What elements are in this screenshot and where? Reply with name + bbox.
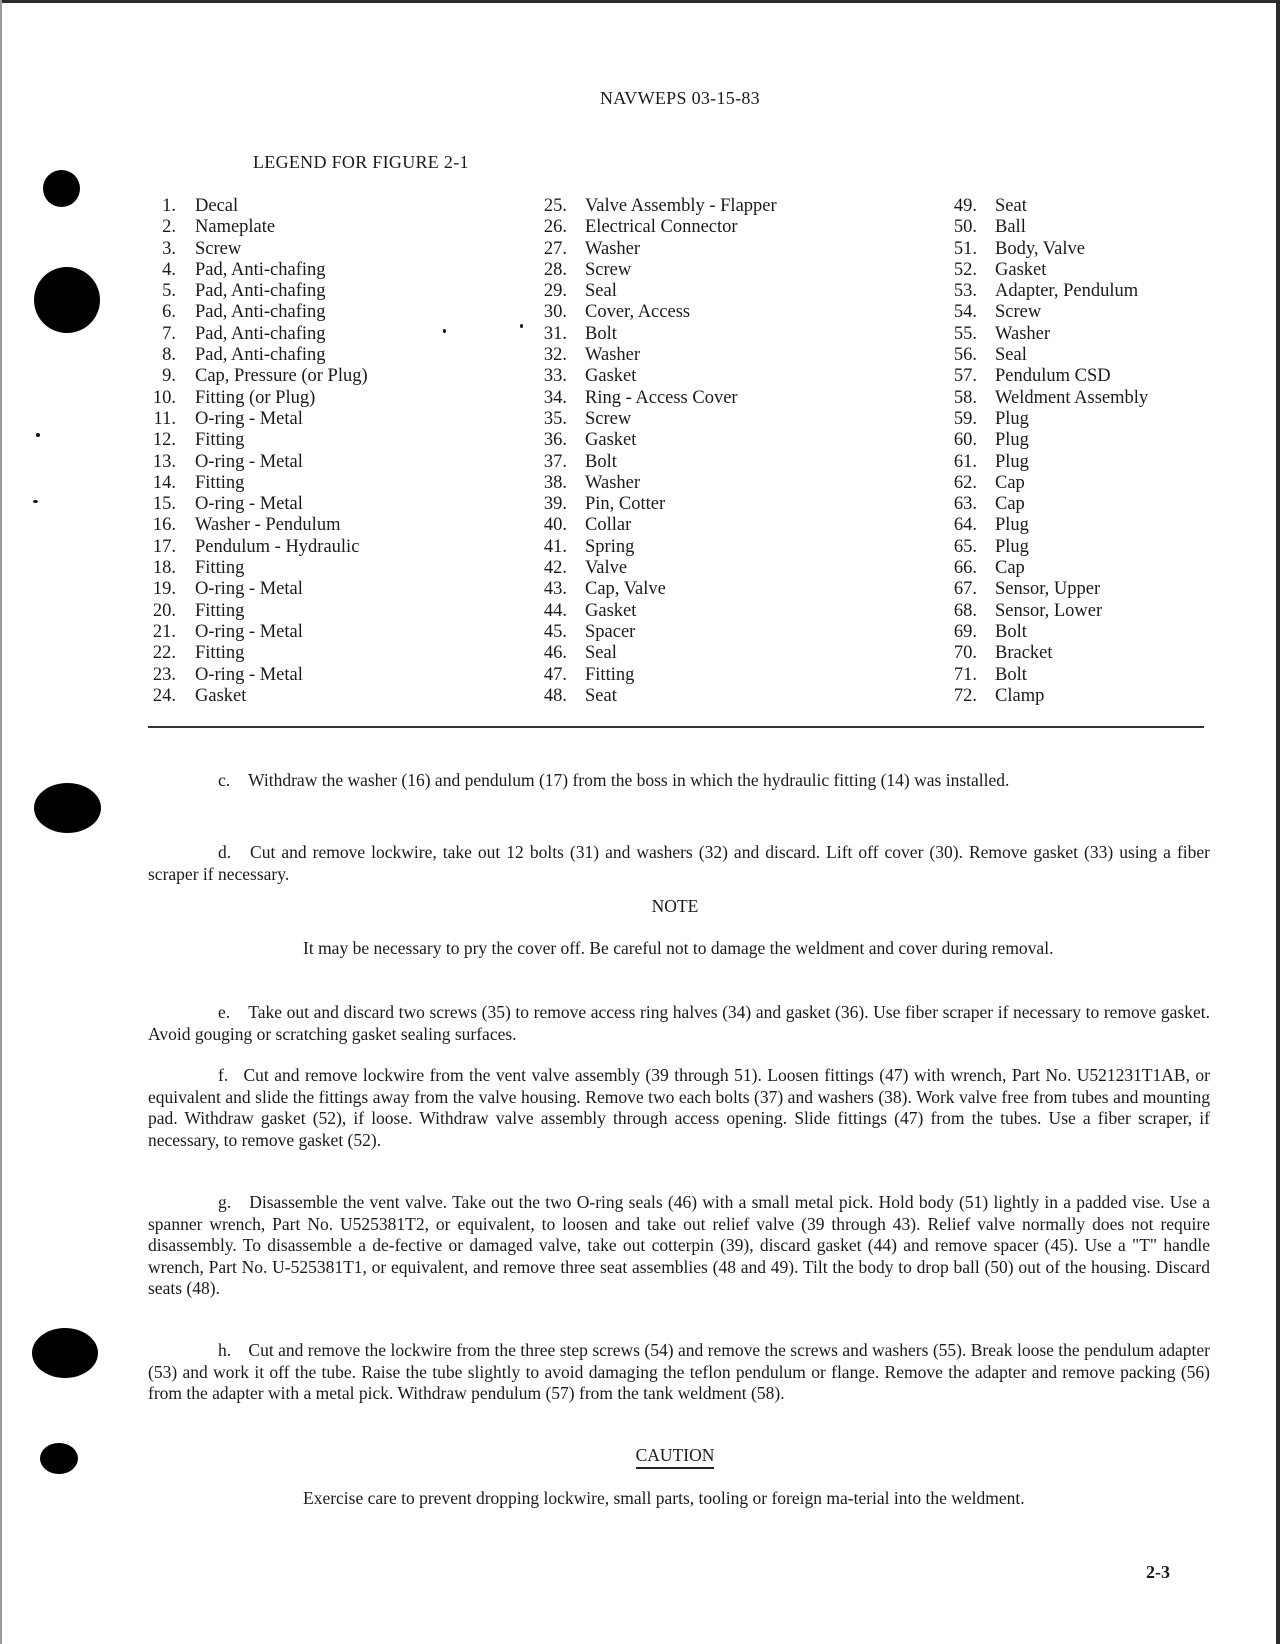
legend-item (140, 515, 368, 536)
legend-item (527, 665, 777, 686)
legend-item-label: Plug (995, 536, 1029, 557)
step-label: g. (218, 1192, 232, 1212)
legend-item (937, 260, 1148, 281)
legend-item-label: Pad, Anti-chafing (195, 323, 326, 344)
legend-item-label: Cap (995, 558, 1025, 579)
legend-item (937, 515, 1148, 536)
legend-item-number: 64. (953, 515, 977, 536)
legend-item-label: Gasket (995, 259, 1047, 280)
step-e (148, 1002, 1210, 1045)
legend-item-label: Seat (995, 196, 1027, 216)
legend-item-number: 32. (543, 345, 567, 366)
legend-item (140, 665, 368, 686)
legend-item (140, 452, 368, 473)
legend-item (937, 473, 1148, 494)
caution-heading (0, 1445, 1280, 1466)
legend-item-number: 68. (953, 600, 977, 621)
punch-hole-4 (32, 1328, 98, 1378)
legend-item-label: Seal (995, 345, 1027, 366)
legend-item-number: 42. (543, 558, 567, 579)
legend-item (937, 196, 1148, 217)
legend-item-number: 56. (953, 345, 977, 366)
legend-item-label: Pad, Anti-chafing (195, 302, 326, 323)
legend-item (527, 239, 777, 260)
note-heading: NOTE (651, 896, 699, 916)
legend-item-label: Gasket (195, 685, 247, 706)
legend-item-label: Cap, Pressure (or Plug) (195, 366, 368, 387)
legend-item-number: 10. (152, 387, 176, 408)
step-text: Cut and remove the lockwire from the three step screws (54) and remove the screws and washers (55). Break loose the pendulum adapter (53) and work it off the tube. Raise the tube slightly to avoid damaging the teflon pendulum or flange. Remove the adapter and remove packing (56) from the adapter with a metal pick. Withdraw pendulum (57) from the tank weldment (58). (148, 1340, 1211, 1403)
legend-item-label: O-ring - Metal (195, 579, 303, 600)
legend-item (140, 217, 368, 238)
legend-item (937, 622, 1148, 643)
legend-item (937, 665, 1148, 686)
legend-item-label: Body, Valve (995, 238, 1085, 259)
legend-item-label: Adapter, Pendulum (995, 281, 1139, 302)
legend-item-label: Screw (585, 259, 632, 280)
legend-item (140, 345, 368, 366)
legend-item (527, 409, 777, 430)
legend-item (937, 558, 1148, 579)
scan-speck (443, 329, 446, 333)
legend-item-number: 18. (152, 558, 176, 579)
legend-item-label: O-ring - Metal (195, 408, 303, 429)
legend-item-number: 37. (543, 451, 567, 472)
legend-item-number: 65. (953, 536, 977, 557)
legend-item (527, 345, 777, 366)
legend-item-label: Sensor, Lower (995, 600, 1103, 621)
legend-item-number: 40. (543, 515, 567, 536)
legend-item (140, 196, 368, 217)
legend-item-number: 70. (953, 643, 977, 664)
legend-item-label: Collar (585, 515, 632, 536)
legend-item (527, 302, 777, 323)
legend-item-number: 43. (543, 579, 567, 600)
step-h (148, 1340, 1210, 1405)
legend-item-label: Valve (585, 558, 628, 579)
legend-item-number: 44. (543, 600, 567, 621)
legend-item (527, 601, 777, 622)
legend-item-label: Fitting (585, 664, 635, 685)
legend-item-number: 2. (162, 217, 176, 238)
legend-item-label: Pad, Anti-chafing (195, 345, 326, 366)
legend-item-label: O-ring - Metal (195, 494, 303, 515)
legend-item-number: 30. (543, 302, 567, 323)
legend-item-number: 28. (543, 259, 567, 280)
legend-item-number: 22. (152, 643, 176, 664)
legend-item-number: 41. (543, 536, 567, 557)
legend-item-label: Bracket (995, 643, 1053, 664)
legend-item-number: 45. (543, 621, 567, 642)
legend-item-number: 27. (543, 238, 567, 259)
legend-item-number: 24. (152, 685, 176, 706)
legend-item-number: 8. (162, 345, 176, 366)
legend-item (527, 515, 777, 536)
legend-item-label: Fitting (195, 600, 245, 621)
scan-speck (36, 433, 40, 437)
legend-item (937, 409, 1148, 430)
legend-item-number: 25. (543, 196, 567, 216)
legend-item (527, 452, 777, 473)
legend-item-label: Fitting (195, 430, 245, 451)
legend-item-label: Washer (585, 345, 641, 366)
step-text: Withdraw the washer (16) and pendulum (17) from the boss in which the hydraulic fitting (14) was installed. (248, 770, 1010, 790)
legend-item (937, 239, 1148, 260)
scan-speck (520, 324, 523, 328)
punch-hole-3 (34, 783, 101, 833)
legend-item-number: 72. (953, 685, 977, 706)
legend-column-1 (140, 196, 368, 707)
step-g (148, 1192, 1210, 1300)
legend-item-label: Fitting (195, 643, 245, 664)
legend-item-number: 47. (543, 664, 567, 685)
legend-column-2 (527, 196, 777, 707)
legend-item-number: 60. (953, 430, 977, 451)
legend-item (140, 239, 368, 260)
scan-edge-left (0, 0, 2, 1644)
legend-item (140, 601, 368, 622)
legend-item (140, 388, 368, 409)
punch-hole-1 (43, 170, 80, 207)
step-d (148, 842, 1210, 885)
legend-item (527, 324, 777, 345)
document-number: NAVWEPS 03-15-83 (600, 88, 760, 108)
legend-item (527, 260, 777, 281)
scan-edge-right (1276, 0, 1280, 1644)
legend-item-number: 50. (953, 217, 977, 238)
legend-item (527, 579, 777, 600)
legend-item-label: Bolt (995, 664, 1027, 685)
legend-item-label: O-ring - Metal (195, 621, 303, 642)
legend-item (937, 281, 1148, 302)
step-label: h. (218, 1340, 232, 1360)
legend-item-number: 33. (543, 366, 567, 387)
legend-item-number: 66. (953, 558, 977, 579)
legend-item (140, 622, 368, 643)
legend-item-label: Bolt (995, 621, 1027, 642)
legend-divider (148, 726, 1204, 728)
legend-item-number: 13. (152, 451, 176, 472)
legend-item (527, 281, 777, 302)
legend-item (140, 537, 368, 558)
legend-item-number: 20. (152, 600, 176, 621)
legend-item-label: Electrical Connector (585, 217, 738, 238)
legend-item-number: 21. (152, 621, 176, 642)
legend-item-number: 5. (162, 281, 176, 302)
legend-item-label: Plug (995, 515, 1029, 536)
legend-item (527, 622, 777, 643)
legend-item-label: Cap, Valve (585, 579, 666, 600)
legend-item-label: Washer (995, 323, 1051, 344)
legend-item-number: 6. (162, 302, 176, 323)
legend-item-label: Spring (585, 536, 635, 557)
legend-item-number: 58. (953, 387, 977, 408)
step-label: c. (218, 770, 231, 790)
legend-item-number: 67. (953, 579, 977, 600)
legend-item-label: Washer (585, 472, 641, 493)
legend-item-number: 23. (152, 664, 176, 685)
legend-item-number: 31. (543, 323, 567, 344)
legend-item (140, 302, 368, 323)
step-text: Take out and discard two screws (35) to remove access ring halves (34) and gasket (36). Use fiber scraper if necessary to remove gasket. Avoid gouging or scratching gasket sealing surfaces. (148, 1002, 1211, 1044)
legend-item-label: Fitting (or Plug) (195, 387, 316, 408)
legend-item-label: Pendulum - Hydraulic (195, 536, 360, 557)
legend-item (527, 643, 777, 664)
legend-item-label: Cover, Access (585, 302, 691, 323)
punch-hole-2 (34, 267, 100, 333)
legend-item-number: 39. (543, 494, 567, 515)
legend-item-number: 4. (162, 259, 176, 280)
legend-item (140, 430, 368, 451)
legend-item-number: 12. (152, 430, 176, 451)
legend-item-number: 59. (953, 408, 977, 429)
legend-item-number: 11. (153, 408, 176, 429)
legend-item-label: Gasket (585, 430, 637, 451)
legend-item (527, 473, 777, 494)
legend-item-label: Pad, Anti-chafing (195, 281, 326, 302)
legend-item (527, 366, 777, 387)
legend-item-number: 49. (953, 196, 977, 216)
legend-item-label: Cap (995, 472, 1025, 493)
legend-item (140, 686, 368, 707)
legend-item-label: Nameplate (195, 217, 276, 238)
legend-item-number: 26. (543, 217, 567, 238)
step-text: Cut and remove lockwire from the vent valve assembly (39 through 51). Loosen fittings (47) with wrench, Part No. U521231T1AB, or equivalent and slide the fittings away from the valve housing. Remove two each bolts (37) and washers (38). Work valve free from tubes and mounting pad. Withdraw gasket (52), if loose. Withdraw valve assembly through access opening. Slide fittings (47) from the tubes. Use a fiber scraper, if necessary, to remove gasket (52). (148, 1065, 1211, 1150)
legend-item (937, 686, 1148, 707)
legend-item (937, 537, 1148, 558)
legend-item-label: Washer (585, 238, 641, 259)
legend-item (937, 452, 1148, 473)
legend-item-label: Gasket (585, 600, 637, 621)
legend-item (937, 324, 1148, 345)
legend-item-label: Plug (995, 451, 1029, 472)
legend-item-number: 3. (162, 238, 176, 259)
legend-item (937, 217, 1148, 238)
legend-item-number: 51. (953, 238, 977, 259)
legend-item (140, 558, 368, 579)
legend-item-label: O-ring - Metal (195, 451, 303, 472)
scan-edge-top (0, 0, 1280, 3)
legend-item (527, 388, 777, 409)
legend-title: LEGEND FOR FIGURE 2-1 (253, 152, 469, 172)
step-label: e. (218, 1002, 231, 1022)
legend-item-label: Pendulum CSD (995, 366, 1111, 387)
legend-item-number: 57. (953, 366, 977, 387)
note-text: It may be necessary to pry the cover off. Be careful not to damage the weldment and cover during removal. (303, 938, 1054, 958)
legend-item (937, 430, 1148, 451)
legend-item-label: Fitting (195, 558, 245, 579)
legend-item-number: 69. (953, 621, 977, 642)
legend-item-label: Washer - Pendulum (195, 515, 341, 536)
legend-item (937, 494, 1148, 515)
legend-item-label: Pin, Cotter (585, 494, 666, 515)
legend-item-label: O-ring - Metal (195, 664, 303, 685)
legend-item (527, 430, 777, 451)
legend-item (527, 217, 777, 238)
legend-item (937, 579, 1148, 600)
legend-item-label: Seal (585, 281, 617, 302)
legend-item-number: 14. (152, 472, 176, 493)
legend-item (140, 366, 368, 387)
legend-item-label: Spacer (585, 621, 636, 642)
step-text: Cut and remove lockwire, take out 12 bolts (31) and washers (32) and discard. Lift off cover (30). Remove gasket (33) using a fiber scraper if necessary. (148, 842, 1210, 884)
legend-item (140, 579, 368, 600)
legend-item-label: Gasket (585, 366, 637, 387)
legend-item-label: Seal (585, 643, 617, 664)
legend-item-number: 17. (152, 536, 176, 557)
legend-item (527, 196, 777, 217)
legend-item-label: Screw (995, 302, 1042, 323)
legend-item-number: 61. (953, 451, 977, 472)
legend-item (937, 643, 1148, 664)
legend-item-label: Bolt (585, 451, 617, 472)
legend-column-3 (937, 196, 1148, 707)
legend-item-label: Sensor, Upper (995, 579, 1101, 600)
caution-text: Exercise care to prevent dropping lockwire, small parts, tooling or foreign ma-terial into the weldment. (303, 1488, 1025, 1508)
step-f (148, 1065, 1210, 1151)
legend-item-number: 16. (152, 515, 176, 536)
legend-item-number: 63. (953, 494, 977, 515)
legend-item-number: 48. (543, 685, 567, 706)
scan-speck (33, 500, 38, 503)
legend-item (937, 601, 1148, 622)
legend-item-number: 1. (162, 196, 176, 216)
legend-item-number: 29. (543, 281, 567, 302)
legend-item-label: Screw (195, 238, 242, 259)
legend-item (140, 281, 368, 302)
legend-item-label: Valve Assembly - Flapper (585, 196, 777, 216)
legend-item (140, 409, 368, 430)
caution-heading-text: CAUTION (636, 1445, 715, 1469)
legend-item (140, 324, 368, 345)
legend-item (527, 494, 777, 515)
legend-item (140, 473, 368, 494)
legend-item (937, 366, 1148, 387)
legend-item (527, 537, 777, 558)
legend-item (937, 302, 1148, 323)
legend-item (140, 643, 368, 664)
page-number: 2-3 (1146, 1562, 1170, 1582)
legend-item-label: Bolt (585, 323, 617, 344)
legend-item-number: 15. (152, 494, 176, 515)
legend-item-label: Plug (995, 408, 1029, 429)
legend-item (527, 558, 777, 579)
step-c (148, 770, 1210, 792)
step-text: Disassemble the vent valve. Take out the two O-ring seals (46) with a small metal pick. Hold body (51) lightly in a padded vise. Use a spanner wrench, Part No. U525381T2, or equivalent, to loosen and take out relief valve (39 through 43). Relief valve normally does not require disassembly. To disassemble a de-fective or damaged valve, take out cotterpin (39), discard gasket (44) and remove spacer (45). Use a "T" handle wrench, Part No. U-525381T1, or equivalent, and remove three seat assemblies (48 and 49). Tilt the body to drop ball (50) out of the housing. Discard seats (48). (148, 1192, 1210, 1298)
legend-item-label: Cap (995, 494, 1025, 515)
legend-item-number: 46. (543, 643, 567, 664)
legend-item-label: Plug (995, 430, 1029, 451)
legend-item-number: 9. (162, 366, 176, 387)
legend-item-label: Seat (585, 685, 617, 706)
legend-item-number: 71. (953, 664, 977, 685)
legend-item (937, 388, 1148, 409)
legend-item-number: 19. (152, 579, 176, 600)
legend-item-label: Weldment Assembly (995, 387, 1149, 408)
legend-item-number: 54. (953, 302, 977, 323)
legend-item (937, 345, 1148, 366)
legend-item-number: 53. (953, 281, 977, 302)
legend-item-label: Pad, Anti-chafing (195, 259, 326, 280)
legend-item-label: Ball (995, 217, 1026, 238)
step-label: d. (218, 842, 232, 862)
legend-item-label: Screw (585, 408, 632, 429)
legend-item (140, 494, 368, 515)
legend-item-label: Decal (195, 196, 239, 216)
legend-item-number: 36. (543, 430, 567, 451)
legend-item-number: 7. (162, 323, 176, 344)
legend-item (527, 686, 777, 707)
legend-item-number: 34. (543, 387, 567, 408)
legend-item-number: 38. (543, 472, 567, 493)
legend-item-number: 52. (953, 259, 977, 280)
legend-item-number: 62. (953, 472, 977, 493)
legend-item-label: Fitting (195, 472, 245, 493)
legend-item-label: Clamp (995, 685, 1045, 706)
legend-item-number: 55. (953, 323, 977, 344)
step-label: f. (218, 1065, 229, 1085)
legend-item-label: Ring - Access Cover (585, 387, 738, 408)
legend-item-number: 35. (543, 408, 567, 429)
legend-item (140, 260, 368, 281)
